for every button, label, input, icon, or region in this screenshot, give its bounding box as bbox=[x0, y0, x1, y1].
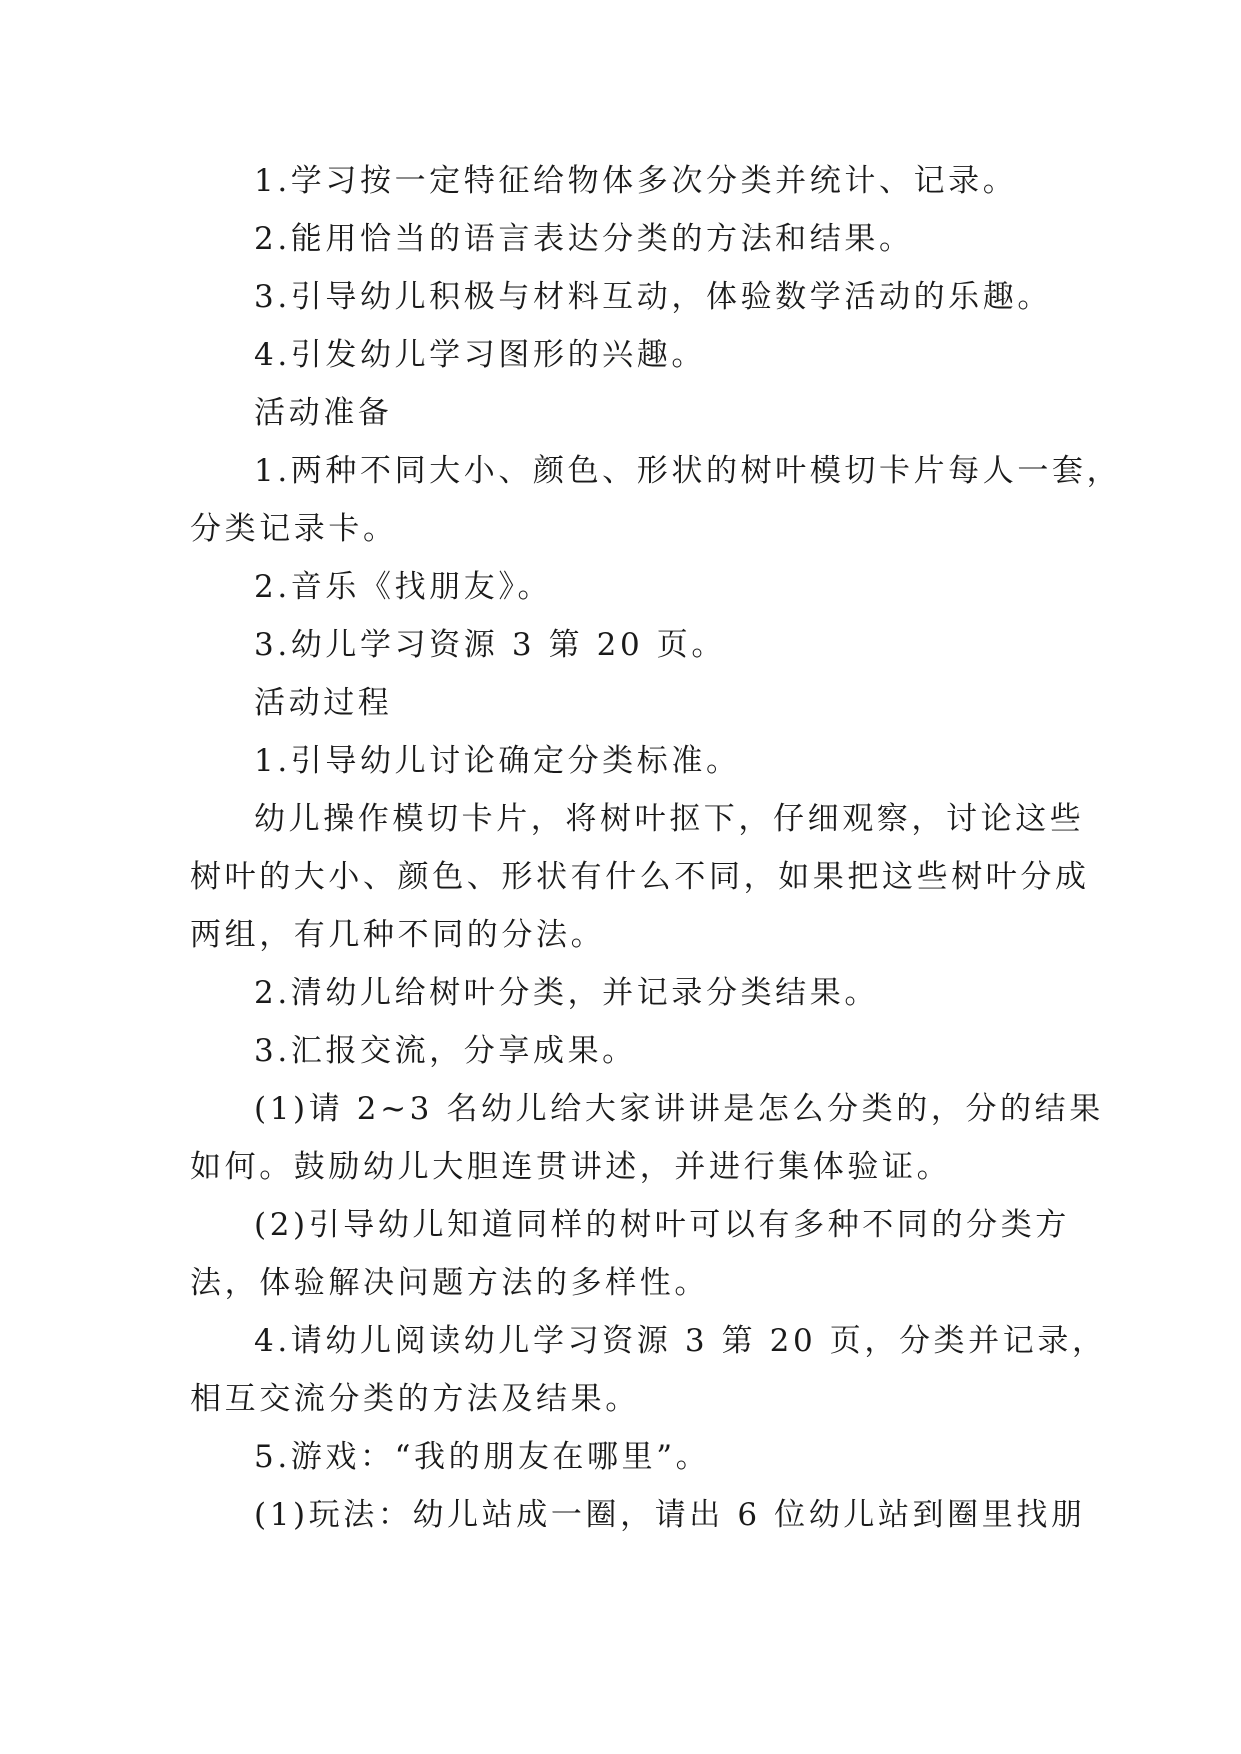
text-line: 2.能用恰当的语言表达分类的方法和结果。 bbox=[254, 221, 914, 257]
text-line: 4.引发幼儿学习图形的兴趣。 bbox=[254, 337, 706, 373]
text-line: 分类记录卡。 bbox=[190, 511, 398, 547]
text-line: 2.音乐《找朋友》。 bbox=[254, 569, 553, 605]
text-line: 幼儿操作模切卡片，将树叶抠下，仔细观察，讨论这些 bbox=[254, 801, 1085, 837]
text-line: 活动过程 bbox=[254, 685, 393, 721]
text-line: 1.学习按一定特征给物体多次分类并统计、记录。 bbox=[254, 163, 1018, 199]
text-line: 3.引导幼儿积极与材料互动，体验数学活动的乐趣。 bbox=[254, 279, 1052, 315]
text-line: 3.幼儿学习资源 3 第 20 页。 bbox=[254, 627, 726, 663]
text-line: 相互交流分类的方法及结果。 bbox=[190, 1381, 640, 1417]
text-line: (2)引导幼儿知道同样的树叶可以有多种不同的分类方 bbox=[254, 1207, 1070, 1243]
text-line: (1)玩法：幼儿站成一圈，请出 6 位幼儿站到圈里找朋 bbox=[254, 1497, 1086, 1533]
text-line: 两组，有几种不同的分法。 bbox=[190, 917, 606, 953]
text-line: 1.引导幼儿讨论确定分类标准。 bbox=[254, 743, 741, 779]
text-line: 树叶的大小、颜色、形状有什么不同，如果把这些树叶分成 bbox=[190, 859, 1090, 895]
text-line: (1)请 2~3 名幼儿给大家讲讲是怎么分类的，分的结果 bbox=[254, 1091, 1104, 1127]
text-line: 4.请幼儿阅读幼儿学习资源 3 第 20 页，分类并记录， bbox=[254, 1323, 1107, 1359]
text-line: 1.两种不同大小、颜色、形状的树叶模切卡片每人一套， bbox=[254, 453, 1122, 489]
text-line: 2.清幼儿给树叶分类，并记录分类结果。 bbox=[254, 975, 879, 1011]
text-line: 活动准备 bbox=[254, 395, 393, 431]
text-line: 如何。鼓励幼儿大胆连贯讲述，并进行集体验证。 bbox=[190, 1149, 952, 1185]
text-line: 3.汇报交流，分享成果。 bbox=[254, 1033, 637, 1069]
text-line: 5.游戏：“我的朋友在哪里”。 bbox=[254, 1439, 711, 1475]
document-page bbox=[190, 152, 1122, 1544]
document-body bbox=[190, 152, 1122, 1544]
text-line: 法，体验解决问题方法的多样性。 bbox=[190, 1265, 709, 1301]
